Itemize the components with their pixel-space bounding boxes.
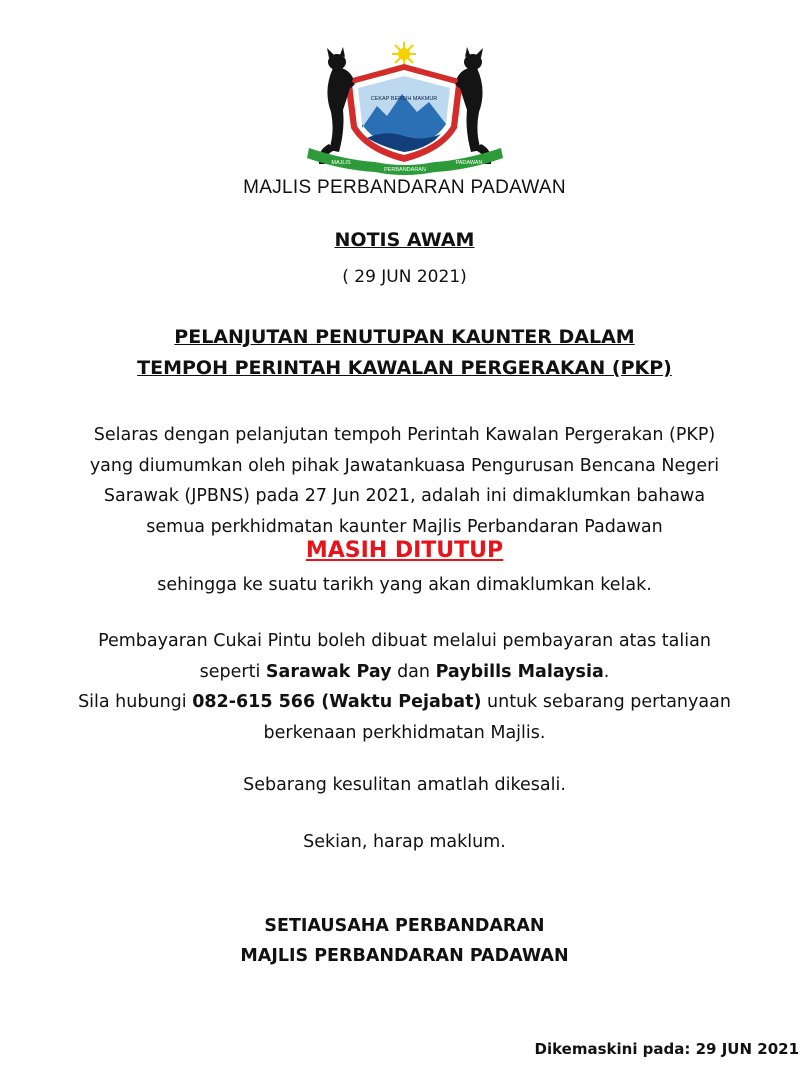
notice-date: ( 29 JUN 2021) [342,267,467,287]
updated-date: Dikemaskini pada: 29 JUN 2021 [534,1040,799,1058]
svg-text:PADAWAN: PADAWAN [455,160,483,166]
svg-text:MAJLIS: MAJLIS [331,160,351,166]
notice-title [0,322,809,384]
text-fragment: Sila hubungi [78,692,193,712]
payment-option-paybills: Paybills Malaysia [435,661,604,682]
svg-text:CEKAP BERSIH MAKMUR: CEKAP BERSIH MAKMUR [370,96,438,102]
paragraph-line: yang diumumkan oleh pihak Jawatankuasa Pengurusan Bencana Negeri [89,455,720,476]
signature-block [0,911,809,971]
shield-icon [345,64,463,162]
counter-status: MASIH DITUTUP [305,538,504,563]
contact-number: 082-615 566 (Waktu Pejabat) [192,692,482,712]
signature-line-2: MAJLIS PERBANDARAN PADAWAN [240,946,569,966]
notice-heading: NOTIS AWAM [334,229,475,251]
notice-title-line-1: PELANJUTAN PENUTUPAN KAUNTER DALAM [174,326,635,348]
paragraph-announcement-end [0,570,809,601]
text-fragment: seperti [199,661,266,682]
council-crest-logo [305,40,505,175]
paragraph-announcement [0,420,809,542]
apology-text: Sebarang kesulitan amatlah dikesali. [243,775,566,795]
paragraph-line: semua perkhidmatan kaunter Majlis Perbandaran Padawan [146,516,663,537]
organization-name: MAJLIS PERBANDARAN PADAWAN [243,177,566,198]
payment-option-sarawak-pay: Sarawak Pay [265,661,392,682]
text-fragment: untuk sebarang pertanyaan [481,692,731,712]
paragraph-line: berkenaan perkhidmatan Majlis. [263,722,546,743]
sun-icon [392,42,416,66]
notice-title-line-2: TEMPOH PERINTAH KAWALAN PERGERAKAN (PKP) [137,357,672,379]
paragraph-line: Sarawak (JPBNS) pada 27 Jun 2021, adalah ini dimaklumkan bahawa [103,486,706,506]
paragraph-line [0,657,809,688]
signature-line-1: SETIAUSAHA PERBANDARAN [264,916,545,936]
paragraph-line: Pembayaran Cukai Pintu boleh dibuat melalui pembayaran atas talian [98,631,711,651]
text-fragment: . [603,661,610,682]
paragraph-line: sehingga ke suatu tarikh yang akan dimaklumkan kelak. [157,575,652,595]
paragraph-payment [0,626,809,748]
paragraph-line [0,687,809,718]
text-fragment: dan [391,661,436,682]
svg-text:PERBANDARAN: PERBANDARAN [384,167,426,173]
closing-text: Sekian, harap maklum. [303,832,506,852]
paragraph-line: Selaras dengan pelanjutan tempoh Perintah Kawalan Pergerakan (PKP) [93,425,716,445]
right-leopard-icon [455,47,491,164]
